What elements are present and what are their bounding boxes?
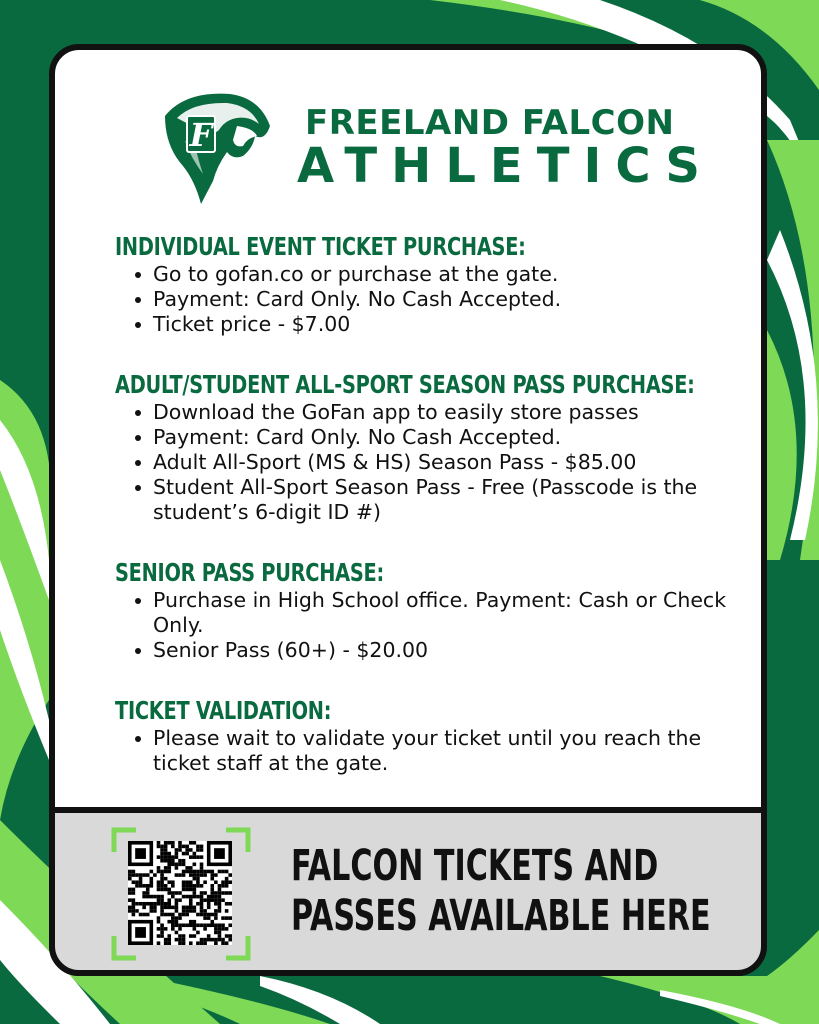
section-title: INDIVIDUAL EVENT TICKET PURCHASE: [115,232,526,261]
footer-banner [49,807,767,976]
footer-line-1: FALCON TICKETS AND [291,841,659,891]
list-item: Senior Pass (60+) - $20.00 [153,638,735,663]
header [155,86,715,206]
footer-message [291,841,711,941]
bullet-list [115,588,735,663]
footer-line-2: PASSES AVAILABLE HERE [291,891,711,941]
list-item: Payment: Card Only. No Cash Accepted. [153,425,735,450]
qr-code-icon[interactable] [128,841,232,945]
bullet-list [115,262,735,337]
list-item: Please wait to validate your ticket until you reach the ticket staff at the gate. [153,726,735,776]
bullet-list [115,400,735,525]
section-title: ADULT/STUDENT ALL-SPORT SEASON PASS PURCHASE: [115,370,695,399]
list-item: Go to gofan.co or purchase at the gate. [153,262,735,287]
section-senior-pass [115,558,735,663]
section-title: TICKET VALIDATION: [115,696,332,725]
list-item: Payment: Card Only. No Cash Accepted. [153,287,735,312]
list-item: Adult All-Sport (MS & HS) Season Pass - $85.00 [153,450,735,475]
list-item: Download the GoFan app to easily store passes [153,400,735,425]
section-individual [115,232,735,337]
section-season-pass [115,370,735,525]
list-item: Purchase in High School office. Payment: Cash or Check Only. [153,588,735,638]
section-title: SENIOR PASS PURCHASE: [115,558,384,587]
list-item: Student All-Sport Season Pass - Free (Passcode is the student’s 6-digit ID #) [153,475,735,525]
title-line-1: FREELAND FALCON [305,103,675,143]
falcon-head-logo-icon [155,86,273,204]
bullet-list [115,726,735,776]
list-item: Ticket price - $7.00 [153,312,735,337]
qr-frame [111,827,251,961]
section-ticket-validation [115,696,735,776]
title-line-2: ATHLETICS [297,138,714,194]
logo-letter: F [189,116,213,154]
